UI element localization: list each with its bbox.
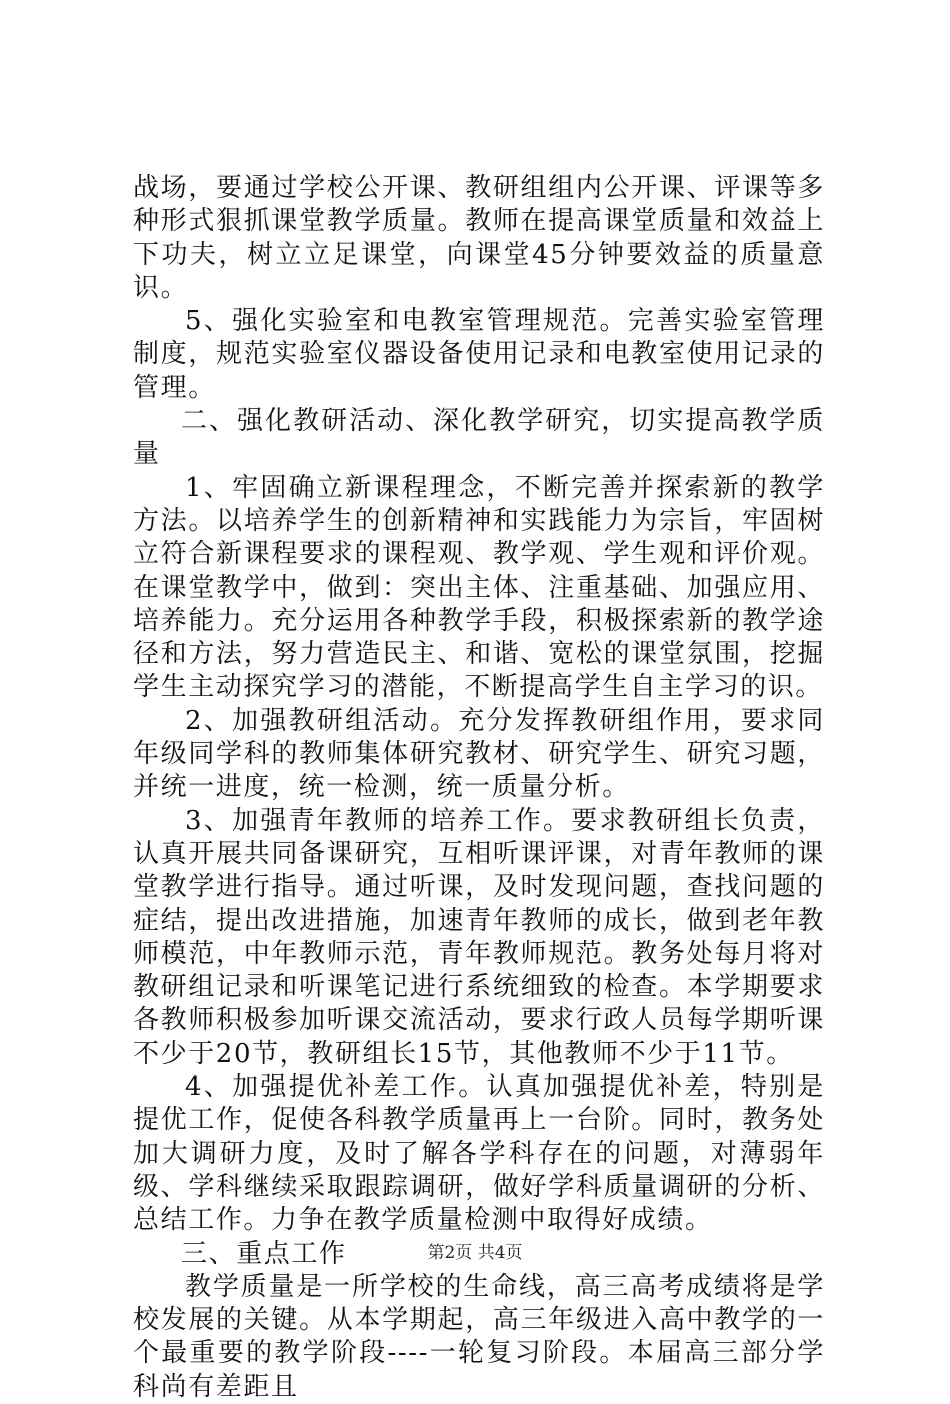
document-body: [133, 172, 825, 1404]
paragraph-continuation: 战场，要通过学校公开课、教研组组内公开课、评课等多种形式狠抓课堂教学质量。教师在提高课堂质量和效益上下功夫，树立立足课堂，向课堂45分钟要效益的质量意识。: [133, 173, 825, 303]
paragraph-new-curriculum: 1、牢固确立新课程理念，不断完善并探索新的教学方法。以培养学生的创新精神和实践能力为宗旨，牢固树立符合新课程要求的课程观、教学观、学生观和评价观。在课堂教学中，做到：突出主体、注重基础、加强应用、培养能力。充分运用各种教学手段，积极探索新的教学途径和方法，努力营造民主、和谐、宽松的课堂氛围，挖掘学生主动探究学习的潜能，不断提高学生自主学习的识。: [133, 472, 825, 703]
paragraph-young-teachers: 3、加强青年教师的培养工作。要求教研组长负责，认真开展共同备课研究，互相听课评课，对青年教师的课堂教学进行指导。通过听课，及时发现问题，查找问题的症结，提出改进措施，加速青年教师的成长，做到老年教师模范，中年教师示范，青年教师规范。教务处每月将对教研组记录和听课笔记进行系统细致的检查。本学期要求各教师积极参加听课交流活动，要求行政人员每学期听课不少于20节，教研组长15节，其他教师不少于11节。: [133, 805, 825, 1069]
paragraph-teaching-quality: 教学质量是一所学校的生命线，高三高考成绩将是学校发展的关键。从本学期起，高三年级进入高中教学的一个最重要的教学阶段----一轮复习阶段。本届高三部分学科尚有差距且: [133, 1271, 825, 1402]
paragraph-research-group: 2、加强教研组活动。充分发挥教研组作用，要求同年级同学科的教师集体研究教材、研究学生、研究习题，并统一进度，统一检测，统一质量分析。: [133, 705, 825, 803]
paragraph-lab-management: 5、强化实验室和电教室管理规范。完善实验室管理制度，规范实验室仪器设备使用记录和电教室使用记录的管理。: [133, 306, 825, 403]
section-heading-teaching-research: 二、强化教研活动、深化教学研究，切实提高教学质量: [133, 406, 825, 470]
paragraph-excellence-remedial: 4、加强提优补差工作。认真加强提优补差，特别是提优工作，促使各科教学质量再上一台阶。同时，教务处加大调研力度，及时了解各学科存在的问题，对薄弱年级、学科继续采取跟踪调研，做好学科质量调研的分析、总结工作。力争在教学质量检测中取得好成绩。: [133, 1072, 825, 1236]
page-number-footer: 第2页 共4页: [427, 1243, 523, 1263]
section-heading-key-work: 三、重点工作: [181, 1238, 347, 1269]
